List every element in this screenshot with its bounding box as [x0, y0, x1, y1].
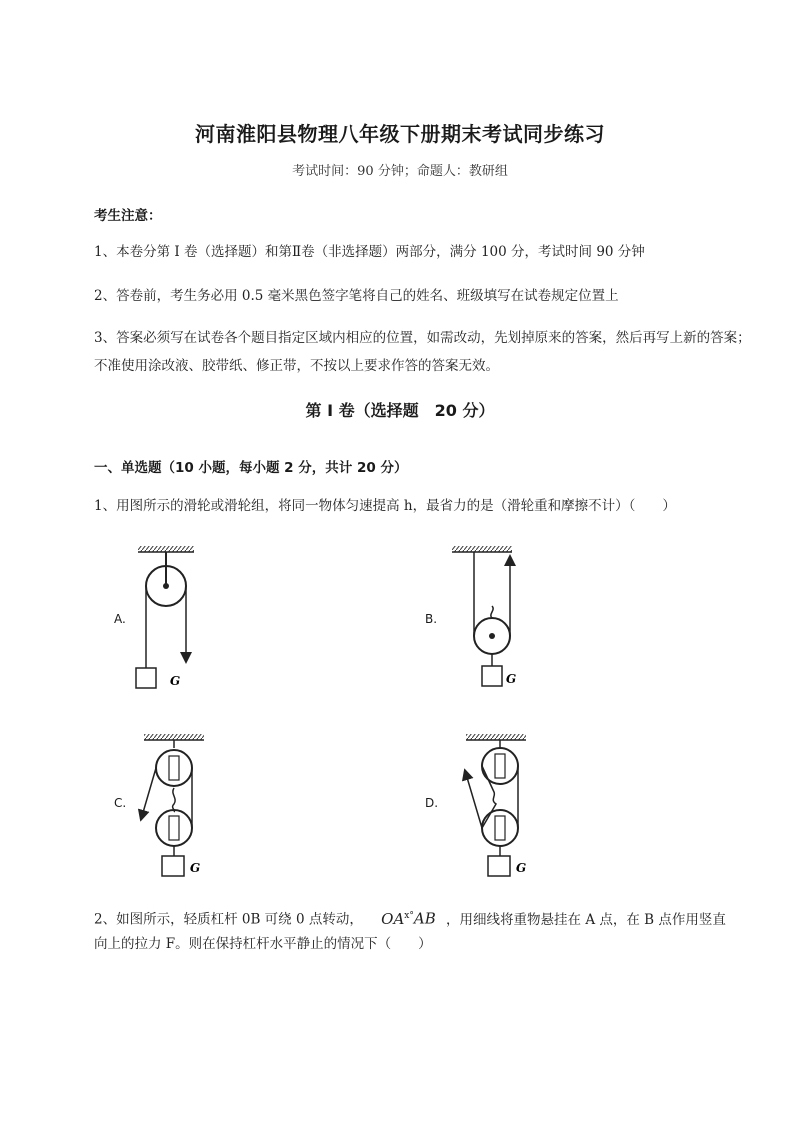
pulley-diagram-d	[452, 728, 552, 888]
math-ab: AB	[413, 909, 436, 928]
notice-heading: 考生注意：	[94, 208, 162, 224]
document-title: 河南淮阳县物理八年级下册期末考试同步练习	[195, 122, 605, 146]
option-d-label: D.	[425, 796, 439, 810]
part-heading: 一、单选题（10 小题，每小题 2 分，共计 20 分）	[94, 460, 408, 476]
notice-item-3: 3、答案必须写在试卷各个题目指定区域内相应的位置，如需改动，先划掉原来的答案，然后再写上新的答案；不准使用涂改液、胶带纸、修正带，不按以上要求作答的答案无效。	[94, 330, 751, 374]
option-a-label: A.	[114, 612, 126, 626]
document-subtitle: 考试时间：90 分钟；命题人：教研组	[292, 164, 508, 179]
weight-label-c: G	[190, 861, 201, 875]
weight-label-a: G	[170, 674, 181, 688]
section-title: 第 I 卷（选择题 20 分）	[305, 401, 495, 420]
notice-item-2: 2、答卷前，考生务必用 0.5 毫米黑色签字笔将自己的姓名、班级填写在试卷规定位置上	[94, 288, 619, 304]
question-2-line-1	[94, 902, 774, 934]
notice-item-1: 1、本卷分第 I 卷（选择题）和第Ⅱ卷（非选择题）两部分，满分 100 分，考试时间 90 分钟	[94, 244, 645, 260]
option-c-label: C.	[114, 796, 127, 810]
question-2-line-2: 向上的拉力 F。则在保持杠杆水平静止的情况下（ ）	[94, 936, 432, 952]
question-2-text-after: ，用细线将重物悬挂在 A 点，在 B 点作用竖直	[446, 911, 726, 928]
pulley-diagram-a	[130, 540, 220, 700]
weight-label-b: G	[506, 672, 517, 686]
weight-label-d: G	[516, 861, 527, 875]
question-2-text-before: 2、如图所示，轻质杠杆 0B 可绕 0 点转动，	[94, 911, 363, 928]
pulley-diagram-c	[130, 728, 230, 888]
math-oa: OA	[381, 909, 405, 928]
math-symbol: x°	[404, 911, 414, 921]
option-b-label: B.	[425, 612, 438, 626]
question-1-text: 1、用图所示的滑轮或滑轮组，将同一物体匀速提高 h，最省力的是（滑轮重和摩擦不计）（ ）	[94, 498, 676, 514]
pulley-diagram-b	[444, 540, 534, 700]
